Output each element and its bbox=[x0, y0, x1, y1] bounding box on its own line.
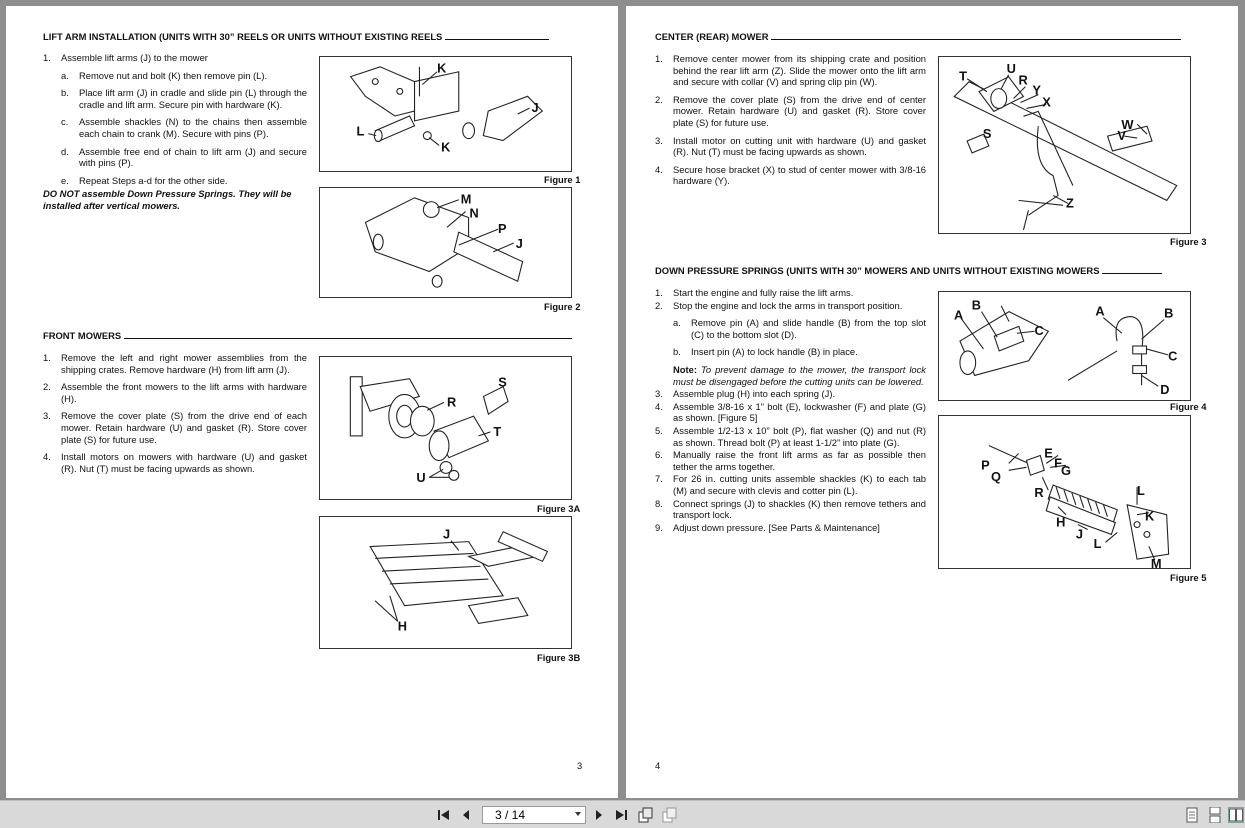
copy-icon[interactable] bbox=[662, 807, 678, 823]
list-item: 6. Manually raise the front lift arms as far as possible then tether the arms together. bbox=[655, 449, 926, 472]
down-pressure-steps bbox=[655, 287, 926, 534]
label-l: L bbox=[1137, 482, 1145, 498]
section-title-lift-arm: LIFT ARM INSTALLATION (UNITS WITH 30” REELS OR UNITS WITHOUT EXISTING REELS bbox=[43, 31, 580, 42]
figure-5-diagram bbox=[938, 415, 1191, 569]
list-item: 1. Remove center mower from its shipping crate and position behind the rear lift arm (Z). Slide the mower onto the lift arm and secure with collar (V) and spring clip pin (W). bbox=[655, 53, 926, 88]
viewer-toolbar bbox=[0, 800, 1245, 828]
list-item: 5. Assemble 1/2-13 x 10” bolt (P), flat washer (Q) and nut (R) as shown. Thread bolt (P) at least 1-1/2” into plate (G). bbox=[655, 424, 926, 448]
figure-4-diagram bbox=[938, 291, 1191, 401]
figure-3-caption: Figure 3 bbox=[1170, 236, 1207, 247]
label-y: Y bbox=[1032, 82, 1041, 98]
figure-4-caption: Figure 4 bbox=[1170, 401, 1207, 412]
label-m: M bbox=[460, 191, 472, 207]
page-4 bbox=[626, 6, 1238, 798]
list-item: 1. Start the engine and fully raise the lift arms. bbox=[655, 287, 854, 298]
label-x: X bbox=[1042, 94, 1051, 110]
figure-1-diagram bbox=[319, 56, 572, 172]
list-subitem: a. Remove pin (A) and slide handle (B) from the top slot (C) to the bottom slot (D). bbox=[673, 317, 926, 340]
label-j: J bbox=[443, 526, 451, 542]
page-indicator: 3 / 14 bbox=[495, 808, 526, 822]
list-item: 1. Assemble lift arms (J) to the mower bbox=[43, 52, 208, 63]
list-subitem: e. Repeat Steps a-d for the other side. bbox=[61, 174, 228, 186]
figure-2-diagram bbox=[319, 187, 572, 298]
list-subitem: c. Assemble shackles (N) to the chains then assemble each chain to crank (M). Secure with pins (P). bbox=[61, 116, 307, 139]
list-subitem: b. Insert pin (A) to lock handle (B) in place. bbox=[673, 346, 858, 358]
list-item: 3. Remove the cover plate (S) from the drive end of each mower. Retain hardware (U) and gasket (R). Store cover plate (S) for future use. bbox=[43, 410, 307, 445]
label-t: T bbox=[493, 423, 502, 439]
figure-3a-caption: Figure 3A bbox=[537, 503, 581, 514]
label-z: Z bbox=[1065, 195, 1074, 211]
label-p: P bbox=[498, 221, 507, 237]
label-b: B bbox=[1164, 305, 1174, 321]
label-s: S bbox=[982, 126, 992, 142]
single-page-view-icon[interactable] bbox=[1184, 807, 1200, 823]
figure-3-diagram bbox=[938, 56, 1191, 234]
label-g: G bbox=[1061, 463, 1072, 479]
list-item: 2. Remove the cover plate (S) from the drive end of center mower. Retain hardware (U) and gasket (R). Store cover plate (S) for future use. bbox=[655, 93, 926, 128]
continuous-view-icon[interactable] bbox=[1207, 807, 1223, 823]
list-item: 3. Assemble plug (H) into each spring (J). bbox=[655, 388, 836, 400]
page-number: 3 bbox=[577, 760, 583, 771]
list-item: 7. For 26 in. cutting units assemble shackles (K) to each tab (M) and secure with clevis and cotter pin (L). bbox=[655, 473, 926, 496]
label-h: H bbox=[397, 618, 407, 634]
label-e: E bbox=[1044, 445, 1053, 461]
label-j: J bbox=[1075, 526, 1083, 542]
transport-note: Note: To prevent damage to the mower, the transport lock must be disengaged before the cutting units can be lowered. bbox=[673, 363, 926, 387]
label-w: W bbox=[1121, 117, 1134, 133]
list-item: 1. Remove the left and right mower assemblies from the shipping crates. Remove hardware (H) from lift arm (J). bbox=[43, 352, 307, 375]
list-item: 4. Assemble 3/8-16 x 1” bolt (E), lockwasher (F) and plate (G) as shown. [Figure 5] bbox=[655, 400, 926, 424]
label-j: J bbox=[531, 100, 539, 116]
label-k: K bbox=[441, 139, 451, 155]
section-title-down-pressure: DOWN PRESSURE SPRINGS (UNITS WITH 30” MOWERS AND UNITS WITHOUT EXISTING MOWERS bbox=[655, 265, 1193, 276]
label-k: K bbox=[437, 60, 447, 76]
list-subitem: a. Remove nut and bolt (K) then remove pin (L). bbox=[61, 69, 268, 81]
label-u: U bbox=[1006, 60, 1016, 76]
section-title-front-mowers: FRONT MOWERS bbox=[43, 330, 580, 341]
section-title-center-mower: CENTER (REAR) MOWER bbox=[655, 31, 1193, 42]
next-page-icon[interactable] bbox=[591, 807, 607, 823]
label-a: A bbox=[954, 307, 964, 323]
last-page-icon[interactable] bbox=[613, 807, 629, 823]
facing-view-icon[interactable] bbox=[1228, 807, 1244, 823]
list-item: 2. Assemble the front mowers to the lift arms with hardware (H). bbox=[43, 381, 307, 404]
label-a: A bbox=[1095, 303, 1105, 319]
list-item: 3. Install motor on cutting unit with hardware (U) and gasket (R). Nut (T) must be facing upwards as shown. bbox=[655, 134, 926, 158]
label-r: R bbox=[446, 394, 457, 410]
label-m: M bbox=[1150, 556, 1162, 568]
label-k: K bbox=[1144, 508, 1155, 524]
label-j: J bbox=[515, 235, 523, 251]
label-q: Q bbox=[990, 469, 1001, 485]
figure-5-caption: Figure 5 bbox=[1170, 572, 1207, 583]
label-p: P bbox=[981, 457, 990, 473]
label-t: T bbox=[959, 68, 968, 84]
front-mowers-steps bbox=[43, 352, 307, 480]
label-u: U bbox=[416, 470, 426, 486]
label-d: D bbox=[1160, 382, 1170, 398]
figure-3b-diagram bbox=[319, 516, 572, 649]
label-h: H bbox=[1056, 514, 1066, 530]
label-c: C bbox=[1168, 348, 1178, 364]
label-c: C bbox=[1034, 323, 1044, 339]
list-item: 2. Stop the engine and lock the arms in transport position. bbox=[655, 299, 903, 311]
lift-arm-steps bbox=[43, 52, 307, 212]
label-l: L bbox=[356, 123, 365, 139]
label-s: S bbox=[498, 374, 507, 390]
list-item: 4. Install motors on mowers with hardware (U) and gasket (R). Nut (T) must be facing upwards as shown. bbox=[43, 451, 307, 474]
figure-1-caption: Figure 1 bbox=[544, 174, 581, 185]
label-f: F bbox=[1054, 455, 1062, 471]
center-mower-steps bbox=[655, 53, 926, 193]
list-item: 8. Connect springs (J) to shackles (K) then remove tethers and transport lock. bbox=[655, 497, 926, 521]
list-subitem: b. Place lift arm (J) in cradle and slide pin (L) through the cradle and lift arm. Secure pin with hardware (K). bbox=[61, 87, 307, 110]
list-subitem: d. Assemble free end of chain to lift arm (J) and secure with pins (P). bbox=[61, 145, 307, 169]
page-number: 4 bbox=[655, 760, 661, 771]
label-l: L bbox=[1093, 536, 1102, 552]
page-indicator-select[interactable] bbox=[482, 806, 586, 824]
prev-page-icon[interactable] bbox=[458, 807, 474, 823]
label-r: R bbox=[1018, 72, 1028, 88]
label-n: N bbox=[469, 205, 479, 221]
figure-2-caption: Figure 2 bbox=[544, 301, 581, 312]
list-item: 4. Secure hose bracket (X) to stud of center mower with 3/8-16 hardware (Y). bbox=[655, 163, 926, 187]
rotate-icon[interactable] bbox=[638, 807, 654, 823]
first-page-icon[interactable] bbox=[436, 807, 452, 823]
figure-3a-diagram bbox=[319, 356, 572, 500]
list-item: 9. Adjust down pressure. [See Parts & Maintenance] bbox=[655, 521, 880, 533]
label-r: R bbox=[1034, 484, 1044, 500]
label-b: B bbox=[971, 297, 981, 313]
label-v: V bbox=[1117, 128, 1126, 144]
figure-3b-caption: Figure 3B bbox=[537, 652, 581, 663]
page-3 bbox=[6, 6, 618, 798]
warning-note: DO NOT assemble Down Pressure Springs. They will be installed after vertical mowers. bbox=[43, 188, 292, 211]
chevron-down-icon bbox=[575, 812, 581, 816]
